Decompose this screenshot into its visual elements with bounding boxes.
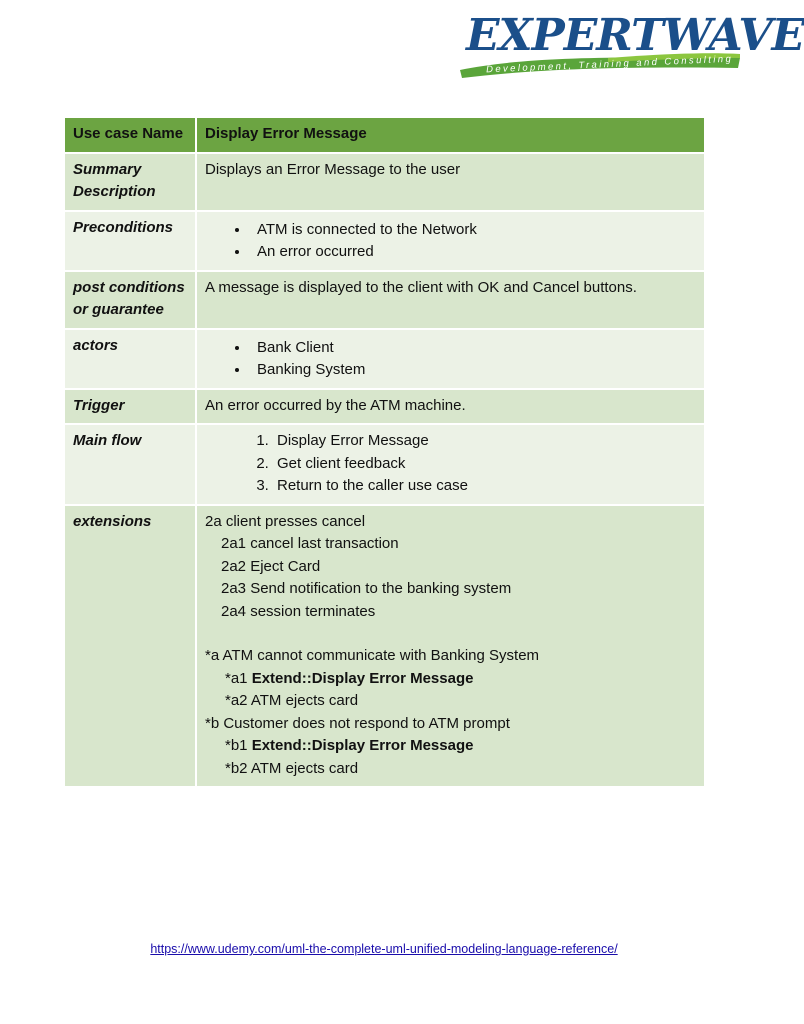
trigger-value: An error occurred by the ATM machine.	[196, 389, 705, 425]
extension-spacer	[205, 623, 696, 645]
list-item: • An error occurred	[250, 241, 696, 264]
summary-label-line1: Summary	[73, 160, 142, 178]
extension-line: *a2 ATM ejects card	[225, 692, 359, 709]
postconditions-label	[64, 271, 196, 329]
postconditions-value: A message is displayed to the client with OK and Cancel buttons.	[196, 271, 705, 329]
row-preconditions	[64, 211, 705, 271]
list-item: • Banking System	[250, 359, 696, 382]
row-use-case-name	[64, 117, 705, 153]
summary-value: Displays an Error Message to the user	[196, 153, 705, 211]
logo-wordmark: EXPERTWAVE	[466, 10, 804, 61]
postconditions-label-line1: post conditions	[73, 278, 185, 296]
row-trigger	[64, 389, 705, 425]
extension-line: *b2 ATM ejects card	[225, 759, 359, 777]
extension-line: 2a1 cancel last transaction	[221, 535, 399, 552]
row-postconditions	[64, 271, 705, 329]
main-flow-list	[205, 430, 696, 498]
preconditions-list	[205, 219, 696, 264]
preconditions-label: Preconditions	[64, 211, 196, 271]
extension-prefix: *b1	[225, 737, 252, 754]
list-item: 3. Return to the caller use case	[273, 475, 696, 498]
extension-line	[205, 668, 696, 691]
main-flow-value	[196, 424, 705, 505]
extension-line: 2a4 session terminates	[221, 602, 376, 620]
row-actors	[64, 329, 705, 389]
use-case-name-label: Use case Name	[64, 117, 196, 153]
extend-reference: Extend::Display Error Message	[251, 669, 474, 687]
list-item: 2. Get client feedback	[273, 453, 696, 476]
preconditions-value	[196, 211, 705, 271]
extension-prefix: *a1	[225, 669, 252, 687]
actors-value	[196, 329, 705, 389]
extension-line: 2a client presses cancel	[205, 512, 366, 530]
actors-label: actors	[64, 329, 196, 389]
summary-label	[64, 153, 196, 211]
use-case-name-value: Display Error Message	[196, 117, 705, 153]
postconditions-label-line2: or guarantee	[73, 301, 164, 318]
extensions-label: extensions	[64, 505, 196, 788]
extension-line	[205, 735, 696, 758]
extension-line: *b Customer does not respond to ATM prompt	[205, 714, 510, 732]
trigger-label: Trigger	[64, 389, 196, 425]
row-summary	[64, 153, 705, 211]
extend-reference: Extend::Display Error Message	[251, 737, 474, 754]
list-item: • ATM is connected to the Network	[250, 219, 696, 242]
summary-label-line2: Description	[73, 183, 156, 200]
row-main-flow	[64, 424, 705, 505]
extension-line: *a ATM cannot communicate with Banking System	[205, 647, 540, 664]
actors-list	[205, 337, 696, 382]
row-extensions	[64, 505, 705, 788]
list-item: • Bank Client	[250, 337, 696, 360]
udemy-course-link[interactable]: https://www.udemy.com/uml-the-complete-uml-unified-modeling-language-reference/	[150, 942, 618, 956]
list-item: 1. Display Error Message	[273, 430, 696, 453]
expertwave-logo	[456, 10, 804, 88]
extensions-value	[196, 505, 705, 788]
use-case-table	[63, 116, 706, 788]
logo-tagline: Development, Training and Consulting	[485, 53, 734, 76]
extension-line: 2a2 Eject Card	[221, 557, 321, 575]
main-flow-label: Main flow	[64, 424, 196, 505]
extension-line: 2a3 Send notification to the banking system	[221, 580, 512, 597]
